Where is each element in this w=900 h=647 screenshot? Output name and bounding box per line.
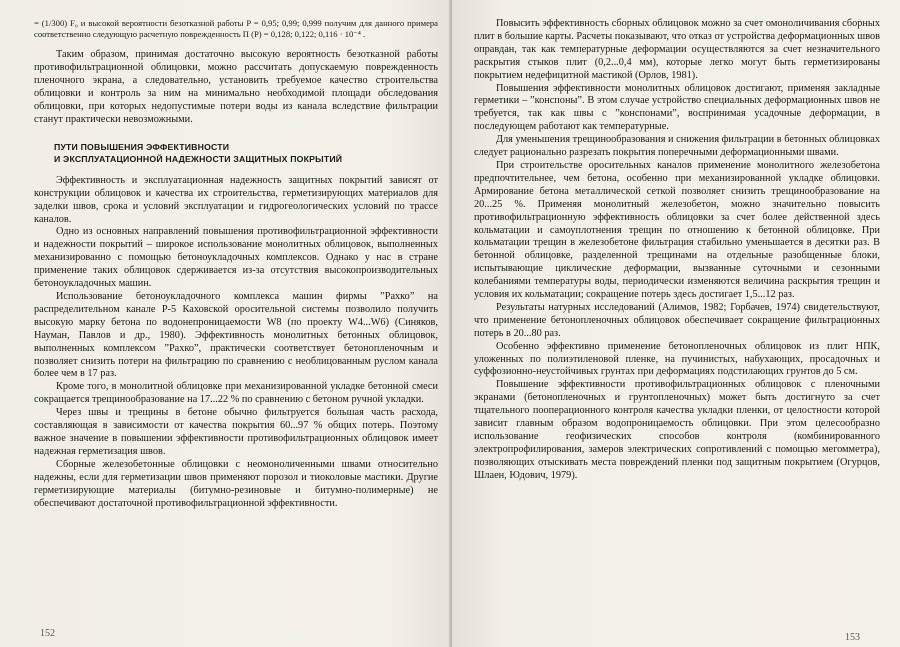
page-number: 153 xyxy=(845,632,860,643)
paragraph: Для уменьшения трещинообразования и снижения фильтрации в бетонных облицовках следует рационально разрезать покрытия поперечными деформационными швами. xyxy=(474,134,880,159)
paragraph: При строительстве оросительных каналов применение монолитного железобетона предпочтительнее, чем бетона, особенно при механизированной укладке облицовки. Армирование бетона металлической сеткой позволяет снизить трещинообразование на 20...25 %. Применяя монолитный железобетон, можно значительно повысить противофильтрационную эффективность облицовки за счет более действенной здесь кольматации и самоуплотнения трещин по отношению к бетонной облицовке. При кольматации трещин в железобетоне фильтрация стабильно уменьшается в десятки раз. В бетонной облицовке, разделенной трещинами на отдельные разобщенные блоки, испытывающие циклические деформации, вызванные суточными и сезонными колебаниями температуры воды, периодически изменяются величина раскрытия трещин и условия их кольматации; сокращение потерь здесь достигает 1,5...12 раз. xyxy=(474,159,880,301)
paragraph: Особенно эффективно применение бетонопленочных облицовок из плит НПК, уложенных по полиэтиленовой пленке, на пучинистых, набухающих, просадочных и суффозионно-неустойчивых грунтах при деформациях подстилающих грунтов до 5 см. xyxy=(474,340,880,378)
paragraph: Сборные железобетонные облицовки с неомоноличенными швами относительно надежны, если для герметизации швов применяют порозол и тиоколовые мастики. Другие герметизирующие материалы (битумно-резиновые и битумно-полимерные) не обеспечивают достаточной противофильтрационной эффективности. xyxy=(34,458,438,509)
paragraph: Повысить эффективность сборных облицовок можно за счет омоноличивания сборных плит в большие карты. Расчеты показывают, что отказ от устройства деформационных швов оправдан, так как температурные деформации осуществляются за счет незначительного раскрытия стыков плит (0,2...0,4 мм), которые легко могут быть герметизированы покрытием недефицитной мастикой (Орлов, 1981). xyxy=(474,18,880,81)
page-number: 152 xyxy=(40,628,55,639)
paragraph: Эффективность и эксплуатационная надежность защитных покрытий зависят от конструкции облицовок и качества их строительства, герметизирующих материалов для заделки швов, срока и условий эксплуатации и гидрогеологических условий по трассе каналов. xyxy=(34,174,438,225)
paragraph: Использование бетоноукладочного комплекса машин фирмы ”Рахко” на распределительном канале Р-5 Каховской оросительной системы позволило получить высокую марку бетона по водонепроницаемости W8 (по проекту W4...W6) (Синяков, Науман, Павлов и др., 1980). Эффективность монолитных бетонных облицовок, выполненных комплексом ”Рахко”, практически соответствует бетонопленочным и позволяет снизить потери на фильтрацию по сравнению с необлицованным руслом канала более чем в 17 раз. xyxy=(34,291,438,380)
right-page xyxy=(452,0,900,647)
heading-line: ПУТИ ПОВЫШЕНИЯ ЭФФЕКТИВНОСТИ xyxy=(54,141,230,152)
paragraph: Кроме того, в монолитной облицовке при механизированной укладке бетонной смеси сокращается трещинообразование на 17...22 % по сравнению с бетоном ручной укладки. xyxy=(34,381,438,406)
formula-text: = (1/300) F₀ и высокой вероятности безотказной работы P = 0,95; 0,99; 0,999 получим для данного примера соответственно следующую расчетную поврежденность П (P) = 0,128; 0,122; 0,116 · 10⁻⁴ . xyxy=(34,18,438,40)
paragraph: Повышение эффективности противофильтрационных облицовок с пленочными экранами (бетонопленочных и грунтопленочных) может быть достигнуто за счет тщательного пооперационного контроля качества укладки пленки, от целостности которой зависит главным образом водопроницаемость облицовки. При этом целесообразно использование геофизических способов контроля (комбинированного электропрофилирования, замеров электрических сопротивлений с помощью мегомметра), позволяющих отыскивать места повреждений пленки под защитным покрытием (Огурцов, Шлаен, Юдович, 1979). xyxy=(474,379,880,481)
paragraph: Результаты натурных исследований (Алимов, 1982; Горбачев, 1974) свидетельствуют, что применение бетонопленочных облицовок обеспечивает сокращение фильтрационных потерь в 20...80 раз. xyxy=(474,301,880,339)
paragraph: Таким образом, принимая достаточно высокую вероятность безотказной работы противофильтрационной облицовки, можно рассчитать допускаемую поврежденность пленочного экрана, а следовательно, установить требуемое качество строительства облицовки и контроль за ним на минимально необходимой площади обследования облицовки, при которых недопустимые потери воды из канала вследствие фильтрации станут практически невозможными. xyxy=(34,49,438,125)
section-heading xyxy=(54,141,438,165)
paragraph: Повышения эффективности монолитных облицовок достигают, применяя закладные герметики – ”конспоны”. В этом случае устройство специальных деформационных швов не требуется, так как швы с ”конспонами”, воспринимая усадочные деформации, в последующем работают как температурные. xyxy=(474,82,880,133)
paragraph: Одно из основных направлений повышения противофильтрационной эффективности и надежности покрытий – широкое использование монолитных облицовок, выполненных механизированно с помощью бетоноукладочных комплексов. Однако у нас в стране применение таких облицовок сдерживается из-за отсутствия высокопроизводительных бетоноукладочных машин. xyxy=(34,226,438,290)
paragraph: Через швы и трещины в бетоне обычно фильтруется большая часть расхода, составляющая в зависимости от качества покрытия 60...97 % общих потерь. Поэтому важное значение в повышении эффективности противофильтрационных облицовок имеет надежная герметизация швов. xyxy=(34,407,438,457)
heading-line: И ЭКСПЛУАТАЦИОННОЙ НАДЕЖНОСТИ ЗАЩИТНЫХ ПОКРЫТИЙ xyxy=(54,153,343,164)
